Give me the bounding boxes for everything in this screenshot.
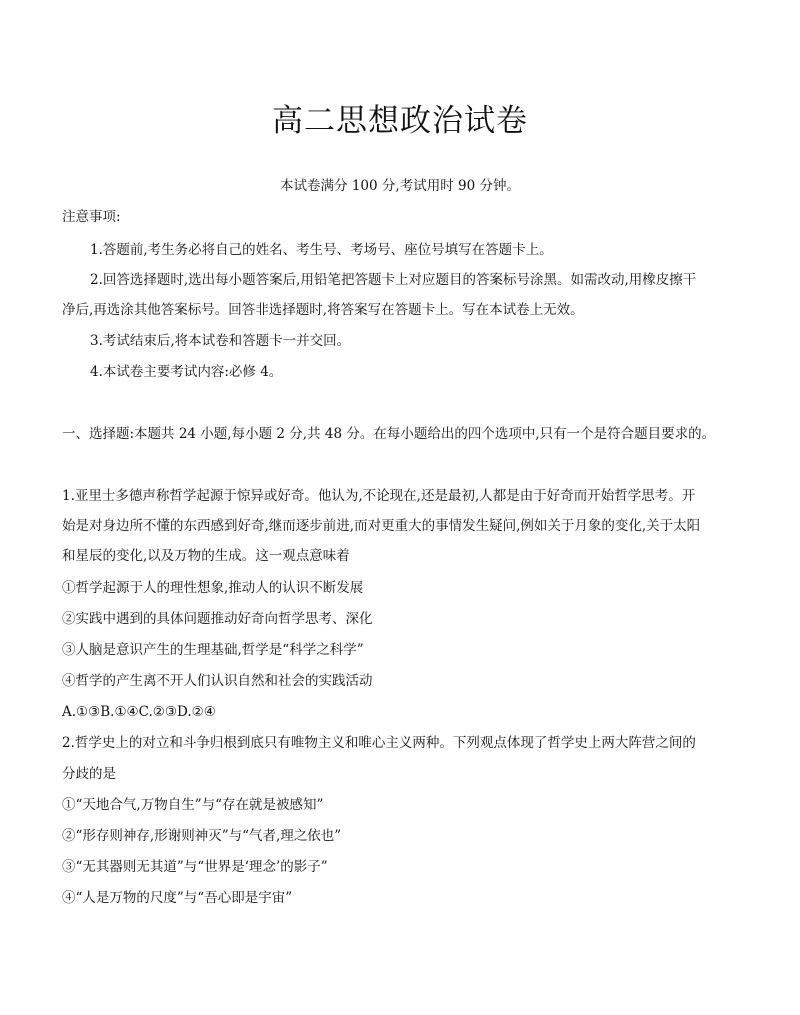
question-stem-line: 分歧的是 (62, 766, 116, 782)
question-option: ①“天地合气,万物自生”与“存在就是被感知” (62, 797, 324, 813)
notice-item: 4.本试卷主要考试内容:必修 4。 (90, 364, 283, 380)
question-stem-line: 1.亚里士多德声称哲学起源于惊异或好奇。他认为,不论现在,还是最初,人都是由于好奇而开始哲学思考。开 (62, 488, 696, 504)
exam-subtitle: 本试卷满分 100 分,考试用时 90 分钟。 (280, 178, 520, 194)
question-stem-line: 2.哲学史上的对立和斗争归根到底只有唯物主义和唯心主义两种。下列观点体现了哲学史上两大阵营之间的 (62, 735, 696, 751)
question-option: ④“人是万物的尺度”与“吾心即是宇宙” (62, 890, 293, 906)
question-option: ③“无其器则无其道”与“世界是‘理念’的影子” (62, 859, 328, 875)
question-choices: A.①③B.①④C.②③D.②④ (62, 704, 216, 720)
section-heading: 一、选择题:本题共 24 小题,每小题 2 分,共 48 分。在每小题给出的四个选项中,只有一个是符合题目要求的。 (62, 426, 716, 442)
question-option: ④哲学的产生离不开人们认识自然和社会的实践活动 (62, 673, 373, 689)
notice-item-continued: 净后,再选涂其他答案标号。回答非选择题时,将答案写在答题卡上。写在本试卷上无效。 (62, 302, 584, 318)
notice-item: 2.回答选择题时,选出每小题答案后,用铅笔把答题卡上对应题目的答案标号涂黑。如需改动,用橡皮擦干 (90, 272, 697, 288)
question-option: ②“形存则神存,形谢则神灭”与“气者,理之依也” (62, 828, 342, 844)
page-title: 高二思想政治试卷 (272, 103, 528, 139)
question-option: ①哲学起源于人的理性想象,推动人的认识不断发展 (62, 580, 364, 596)
notice-item: 1.答题前,考生务必将自己的姓名、考生号、考场号、座位号填写在答题卡上。 (90, 242, 553, 258)
question-stem-line: 和星辰的变化,以及万物的生成。这一观点意味着 (62, 548, 350, 564)
question-option: ②实践中遇到的具体问题推动好奇向哲学思考、深化 (62, 611, 373, 627)
question-stem-line: 始是对身边所不懂的东西感到好奇,继而逐步前进,而对更重大的事情发生疑问,例如关于月象的变化,关于太阳 (62, 518, 701, 534)
notice-heading: 注意事项: (62, 209, 121, 225)
question-option: ③人脑是意识产生的生理基础,哲学是“科学之科学” (62, 642, 364, 658)
notice-item: 3.考试结束后,将本试卷和答题卡一并交回。 (90, 333, 351, 349)
